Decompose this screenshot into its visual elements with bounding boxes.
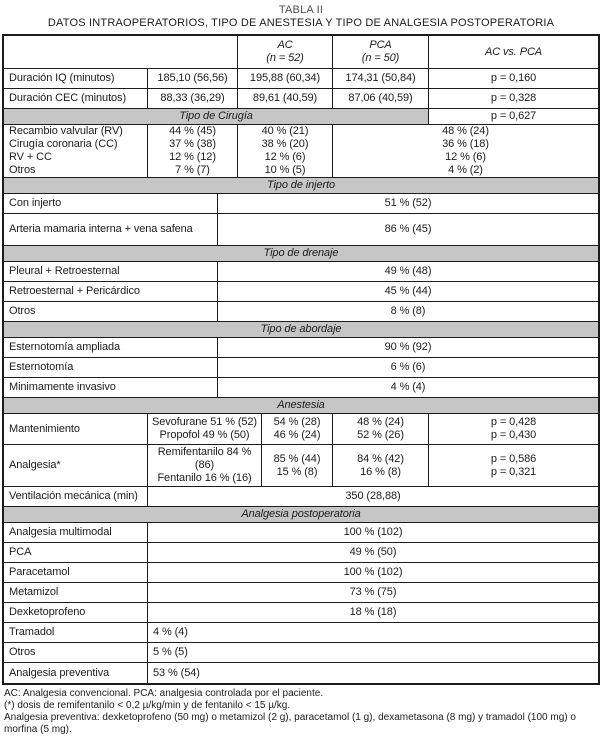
section-band-row xyxy=(4,246,598,262)
value-total: (86) xyxy=(194,459,215,471)
value-merged: 6 % (6) xyxy=(390,361,426,373)
table-row xyxy=(4,89,598,109)
value-ac: 85 % (44) xyxy=(273,452,321,465)
section-band-anestesia: Anestesia xyxy=(4,398,598,413)
value-total: 88,33 (36,29) xyxy=(148,89,238,108)
section-band-row xyxy=(4,398,598,414)
footnote-asterisk: (*) dosis de remifentanilo < 0,2 µ/kg/min y de fentanilo < 15 µ/kg. xyxy=(4,700,291,711)
value-total: 12 % (12) xyxy=(169,151,216,163)
value-pca: 12 % (6) xyxy=(445,151,486,163)
row-label: Duración CEC (minutos) xyxy=(4,89,148,108)
table-row-cirugia xyxy=(4,125,598,178)
value-ac: 10 % (5) xyxy=(264,164,306,176)
values-total xyxy=(148,125,238,177)
section-band-row xyxy=(4,109,598,125)
value-p: p = 0,430 xyxy=(490,429,537,441)
table-row xyxy=(4,623,598,643)
table-row xyxy=(4,262,598,282)
header-ac-line1: AC xyxy=(277,39,293,51)
values-pca xyxy=(333,414,429,444)
header-ac xyxy=(238,36,333,68)
value-merged: 100 % (102) xyxy=(343,566,403,578)
value-merged: 49 % (50) xyxy=(349,546,397,558)
row-label: Otros xyxy=(4,643,148,662)
table-row xyxy=(4,523,598,543)
values-p xyxy=(429,445,598,486)
section-band-drenaje: Tipo de drenaje xyxy=(4,246,598,261)
table-row xyxy=(4,643,598,663)
row-label: Ventilación mecánica (min) xyxy=(4,487,148,506)
table-header-row xyxy=(4,36,598,69)
table-title-block xyxy=(2,4,600,30)
value-pca: 36 % (18) xyxy=(442,138,489,150)
value-merged: 350 (28,88) xyxy=(345,490,401,502)
value-merged: 8 % (8) xyxy=(390,305,426,317)
value-total: Sevofurane 51 % (52) xyxy=(151,416,257,428)
value-ac: 15 % (8) xyxy=(276,465,318,478)
row-label: Analgesia multimodal xyxy=(4,523,148,542)
table-row xyxy=(4,69,598,89)
section-band-row xyxy=(4,322,598,338)
table-row xyxy=(4,194,598,214)
values-total xyxy=(148,445,262,486)
row-label: Con injerto xyxy=(4,194,218,213)
value-merged: 73 % (75) xyxy=(349,586,397,598)
table-row xyxy=(4,378,598,398)
header-pca xyxy=(333,36,429,68)
value-p: p = 0,321 xyxy=(490,465,537,478)
table-number: TABLA II xyxy=(278,4,324,16)
value-pca: 48 % (24) xyxy=(442,125,489,137)
section-band-postoperatoria: Analgesia postoperatoria xyxy=(4,507,598,522)
value-pca: 4 % (2) xyxy=(448,164,483,176)
value-total: 44 % (45) xyxy=(169,125,216,137)
table-row-analgesia xyxy=(4,445,598,487)
row-label: Mantenimiento xyxy=(4,414,148,444)
value-ac: 89,61 (40,59) xyxy=(238,89,333,108)
row-label: PCA xyxy=(4,543,148,562)
row-label: RV + CC xyxy=(9,151,52,163)
row-label: Otros xyxy=(9,164,36,176)
table-row xyxy=(4,338,598,358)
values-pca-merged xyxy=(333,125,598,177)
value-pca: 174,31 (50,84) xyxy=(333,69,429,88)
row-label: Arteria mamaria interna + vena safena xyxy=(4,214,218,245)
data-table xyxy=(2,34,600,685)
value-merged: 5 % (5) xyxy=(153,646,188,658)
value-ac: 38 % (20) xyxy=(261,138,309,150)
values-pca xyxy=(333,445,429,486)
table-row xyxy=(4,543,598,563)
value-merged: 45 % (44) xyxy=(384,285,432,297)
header-pca-line1: PCA xyxy=(369,39,392,51)
row-labels xyxy=(4,125,148,177)
header-empty-cell xyxy=(4,36,238,68)
values-ac xyxy=(262,414,333,444)
values-ac xyxy=(262,445,333,486)
value-ac: 54 % (28) xyxy=(273,416,321,428)
value-p: p = 0,160 xyxy=(490,72,537,84)
value-merged: 4 % (4) xyxy=(153,626,188,638)
value-pca: 52 % (26) xyxy=(357,429,404,441)
row-label: Analgesia preventiva xyxy=(4,663,148,683)
value-p: p = 0,627 xyxy=(490,110,537,122)
value-merged: 53 % (54) xyxy=(153,666,200,679)
value-merged: 100 % (102) xyxy=(343,526,403,538)
table-row-mantenimiento xyxy=(4,414,598,445)
row-label: Paracetamol xyxy=(4,563,148,582)
row-label: Pleural + Retroesternal xyxy=(4,262,218,281)
value-pca: 48 % (24) xyxy=(357,416,404,428)
row-label: Minimamente invasivo xyxy=(4,378,218,397)
value-p: p = 0,586 xyxy=(490,452,537,465)
value-pca: 16 % (8) xyxy=(360,465,401,478)
value-merged: 51 % (52) xyxy=(384,197,432,209)
value-pca: 84 % (42) xyxy=(357,452,404,465)
section-band-injerto: Tipo de injerto xyxy=(4,178,598,193)
value-total: Remifentanilo 84 % xyxy=(157,446,252,458)
value-merged: 4 % (4) xyxy=(390,381,426,393)
table-row xyxy=(4,563,598,583)
value-total: 7 % (7) xyxy=(175,164,210,176)
value-ac: 40 % (21) xyxy=(261,125,309,137)
table-row xyxy=(4,663,598,683)
footnote-analgesia-preventiva: Analgesia preventiva: dexketoprofeno (50 mg) o metamizol (2 g), paracetamol (1 g), dexametasona (8 mg) y tramadol (100 mg) o morfina (5 mg). xyxy=(4,712,576,735)
values-p xyxy=(429,414,598,444)
row-label: Analgesia* xyxy=(4,445,148,486)
value-total: 185,10 (56,56) xyxy=(148,69,238,88)
table-row xyxy=(4,583,598,603)
value-pca: 87,06 (40,59) xyxy=(333,89,429,108)
row-label: Dexketoprofeno xyxy=(4,603,148,622)
values-ac xyxy=(238,125,333,177)
value-p: p = 0,428 xyxy=(490,416,537,428)
section-band-abordaje: Tipo de abordaje xyxy=(4,322,598,337)
value-ac: 12 % (6) xyxy=(264,151,306,163)
value-total: Fentanilo 16 % (16) xyxy=(157,472,252,484)
footnote-abbreviations: AC: Analgesia convencional. PCA: analgesia controlada por el paciente. xyxy=(4,688,324,699)
section-band-cirugia: Tipo de Cirugía xyxy=(4,109,429,124)
row-label: Retroesternal + Pericárdico xyxy=(4,282,218,301)
row-label: Tramadol xyxy=(4,623,148,642)
row-label: Duración IQ (minutos) xyxy=(4,69,148,88)
section-band-row xyxy=(4,178,598,194)
value-ac: 46 % (24) xyxy=(273,429,321,441)
value-p: p = 0,328 xyxy=(490,92,537,104)
header-ac-line2: (n = 52) xyxy=(266,52,304,64)
row-label: Cirugía coronaria (CC) xyxy=(9,138,118,150)
header-pca-line2: (n = 50) xyxy=(361,52,400,64)
footnotes xyxy=(2,688,600,736)
table-row xyxy=(4,282,598,302)
table-caption: DATOS INTRAOPERATORIOS, TIPO DE ANESTESIA Y TIPO DE ANALGESIA POSTOPERATORIA xyxy=(47,17,555,29)
value-merged: 49 % (48) xyxy=(384,265,432,277)
row-label: Esternotomía xyxy=(4,358,218,377)
value-ac: 195,88 (60,34) xyxy=(238,69,333,88)
value-total: Propofol 49 % (50) xyxy=(159,429,250,441)
row-label: Recambio valvular (RV) xyxy=(9,125,123,137)
value-merged: 18 % (18) xyxy=(349,606,397,618)
header-ac-vs-pca: AC vs. PCA xyxy=(484,45,543,58)
row-label: Esternotomía ampliada xyxy=(4,338,218,357)
section-band-row xyxy=(4,507,598,523)
row-label: Otros xyxy=(4,302,218,321)
table-row xyxy=(4,302,598,322)
table-row xyxy=(4,603,598,623)
value-merged: 86 % (45) xyxy=(384,223,432,235)
row-label: Metamizol xyxy=(4,583,148,602)
value-total: 37 % (38) xyxy=(169,138,216,150)
value-merged: 90 % (92) xyxy=(384,341,432,353)
table-row xyxy=(4,358,598,378)
values-total xyxy=(148,414,262,444)
table-row xyxy=(4,214,598,246)
table-row xyxy=(4,487,598,507)
